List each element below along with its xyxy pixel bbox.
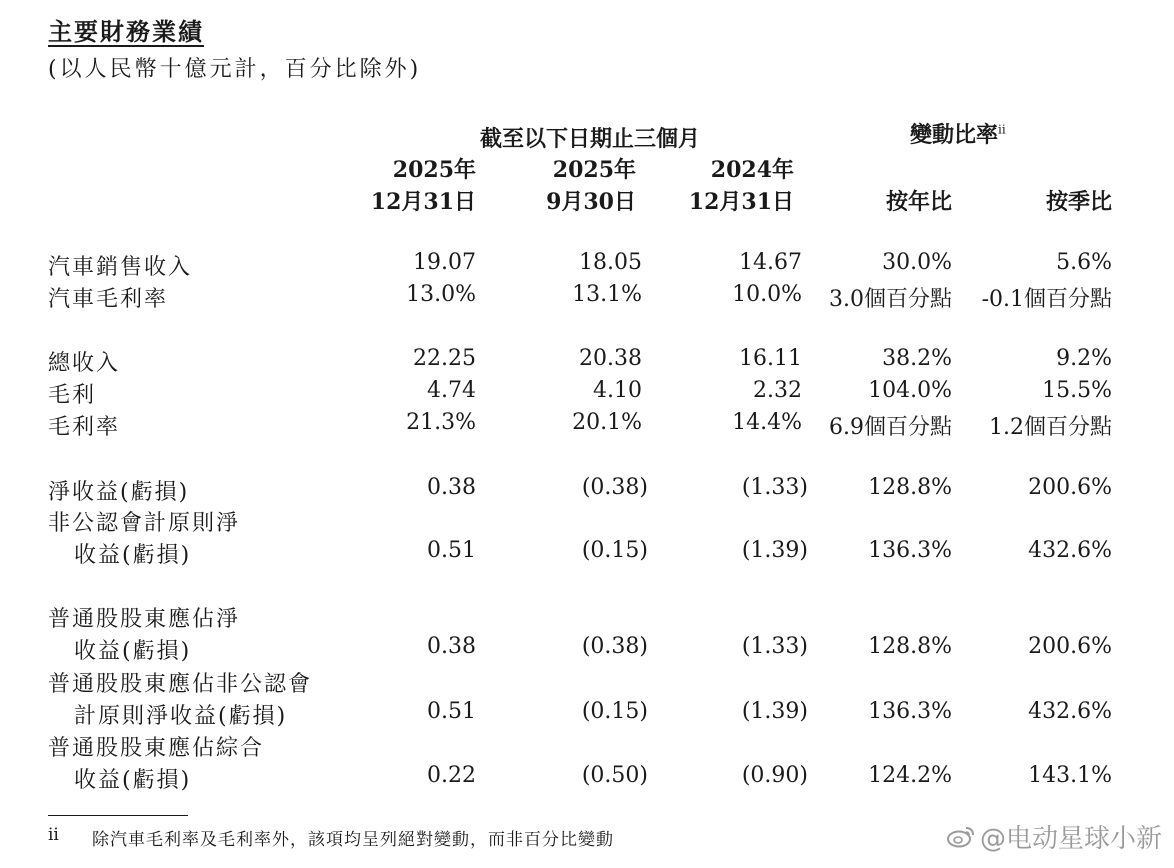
cell-qoq: 9.2% [1056,346,1112,371]
cell-qoq: 5.6% [1056,250,1112,275]
cell-yoy: 6.9個百分點 [829,415,952,440]
cell-qoq: 432.6% [1028,699,1112,724]
header-col2-date: 9月30日 [546,189,636,215]
row-label-cont: 收益(虧損) [74,639,192,664]
cell-qoq: -0.1個百分點 [981,287,1112,312]
cell-dec-2024: 14.67 [739,250,802,275]
cell-dec-2024: (1.39) [741,538,808,563]
cell-sep-2025: (0.38) [581,475,648,500]
cell-sep-2025: (0.38) [581,634,648,659]
row-label: 汽車銷售收入 [48,255,193,280]
cell-dec-2025: 21.3% [406,410,476,435]
cell-dec-2024: (0.90) [741,763,808,788]
cell-qoq: 200.6% [1028,475,1112,500]
weibo-logo-icon [946,824,976,855]
cell-dec-2025: 19.07 [413,250,476,275]
cell-yoy: 38.2% [882,346,952,371]
cell-yoy: 3.0個百分點 [829,287,952,312]
cell-dec-2025: 0.22 [427,763,476,788]
header-col2-year: 2025年 [552,157,636,183]
page-title: 主要財務業績 [48,17,204,46]
row-label-cont: 收益(虧損) [74,543,192,568]
row-label: 淨收益(虧損) [48,480,190,505]
row-label: 普通股股東應佔綜合 [48,736,265,761]
footnote-mark: ii [48,825,59,845]
row-label: 總收入 [48,351,121,376]
cell-dec-2024: 16.11 [739,346,802,371]
cell-dec-2025: 4.74 [427,378,476,403]
cell-dec-2024: (1.33) [741,634,808,659]
cell-dec-2025: 0.38 [427,634,476,659]
row-label-cont: 計原則淨收益(虧損) [74,704,288,729]
cell-sep-2025: 13.1% [572,282,642,307]
cell-dec-2025: 0.38 [427,475,476,500]
cell-qoq: 143.1% [1028,763,1112,788]
cell-dec-2024: (1.33) [741,475,808,500]
row-label-cont: 收益(虧損) [74,768,192,793]
cell-dec-2025: 22.25 [413,346,476,371]
cell-sep-2025: (0.15) [581,699,648,724]
cell-sep-2025: 4.10 [593,378,642,403]
cell-sep-2025: 18.05 [579,250,642,275]
footnote-marker: ii [998,122,1006,137]
watermark [946,818,1162,855]
header-qoq: 按季比 [1045,189,1112,215]
row-label: 毛利 [48,383,97,408]
footnote-text: 除汽車毛利率及毛利率外，該項均呈列絕對變動，而非百分比變動 [92,830,614,850]
cell-qoq: 200.6% [1028,634,1112,659]
cell-dec-2024: 14.4% [732,410,802,435]
header-col3-year: 2024年 [710,157,794,183]
cell-yoy: 128.8% [868,475,952,500]
row-label: 普通股股東應佔淨 [48,607,241,632]
cell-sep-2025: (0.50) [581,763,648,788]
cell-yoy: 104.0% [868,378,952,403]
cell-qoq: 432.6% [1028,538,1112,563]
watermark-text: @电动星球小新 [979,824,1162,854]
row-label: 毛利率 [48,415,121,440]
cell-yoy: 124.2% [868,763,952,788]
header-col1-year: 2025年 [392,157,476,183]
cell-qoq: 1.2個百分點 [989,415,1112,440]
cell-dec-2025: 0.51 [427,699,476,724]
header-period-group: 截至以下日期止三個月 [479,126,700,152]
cell-dec-2025: 0.51 [427,538,476,563]
row-label: 普通股股東應佔非公認會 [48,672,313,697]
cell-sep-2025: 20.38 [579,346,642,371]
row-label: 非公認會計原則淨 [48,511,241,536]
page-subtitle: (以人民幣十億元計，百分比除外) [48,57,422,82]
cell-dec-2025: 13.0% [406,282,476,307]
row-label: 汽車毛利率 [48,287,169,312]
cell-dec-2024: 10.0% [732,282,802,307]
cell-dec-2024: 2.32 [753,378,802,403]
cell-yoy: 128.8% [868,634,952,659]
header-change-group [910,118,1006,149]
header-col1-date: 12月31日 [370,189,476,215]
footnote-rule [48,815,188,816]
cell-yoy: 30.0% [882,250,952,275]
cell-qoq: 15.5% [1042,378,1112,403]
header-col3-date: 12月31日 [688,189,794,215]
cell-dec-2024: (1.39) [741,699,808,724]
header-change-label: 變動比率 [910,122,999,148]
cell-yoy: 136.3% [868,699,952,724]
cell-yoy: 136.3% [868,538,952,563]
header-yoy: 按年比 [885,189,952,215]
cell-sep-2025: 20.1% [572,410,642,435]
cell-sep-2025: (0.15) [581,538,648,563]
